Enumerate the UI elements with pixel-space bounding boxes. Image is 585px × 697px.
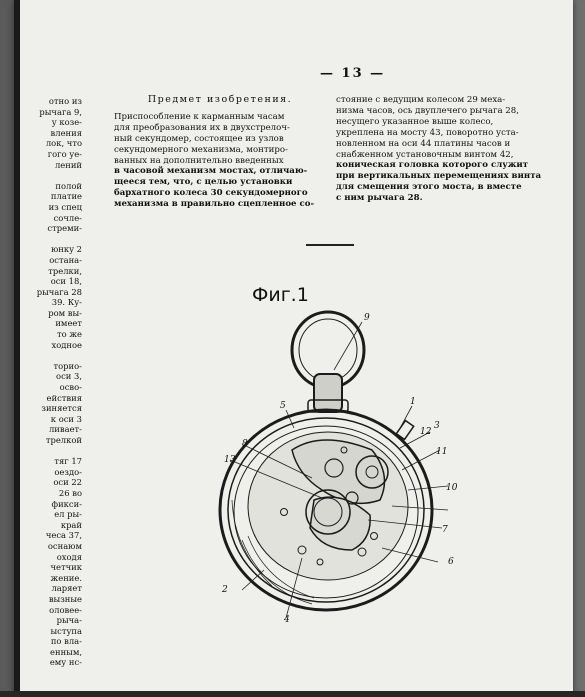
left-fragment-line: ливает- bbox=[48, 424, 82, 435]
section-heading: Предмет изобретения. bbox=[147, 94, 293, 105]
figure-reference-label: 1 bbox=[410, 397, 416, 407]
claim-text-line: несущего указанное выше колесо, bbox=[336, 116, 494, 127]
left-fragment-line: вления bbox=[50, 127, 82, 138]
left-fragment-line: рычага 9, bbox=[39, 106, 82, 117]
left-fragment-line: четчик bbox=[50, 562, 82, 573]
pocket-watch-figure bbox=[202, 300, 462, 640]
figure-reference-label: 4 bbox=[284, 615, 290, 625]
left-fragment-line: имеет bbox=[55, 318, 82, 329]
left-fragment-line: трелки, bbox=[48, 265, 82, 276]
page-number: — 13 — bbox=[320, 66, 386, 81]
claim-text-line: укреплена на мосту 43, поворотно уста- bbox=[336, 127, 519, 138]
left-fragment-line: то же bbox=[57, 329, 82, 340]
claims-text-left bbox=[114, 112, 326, 210]
claim-text-line: коническая головка которого служит bbox=[336, 160, 529, 171]
left-fragment-line: из спец bbox=[48, 201, 82, 212]
left-fragment-line: оловее- bbox=[49, 604, 82, 615]
left-fragment-line: лок, что bbox=[45, 138, 82, 149]
left-fragment-line bbox=[22, 234, 82, 245]
left-fragment-line: ыступа bbox=[50, 625, 82, 636]
claim-text-line: ванных на дополнительно введенных bbox=[114, 155, 284, 166]
claim-text-line: секундомерного механизма, монтиро- bbox=[114, 144, 288, 155]
left-fragment-line: край bbox=[60, 519, 82, 530]
left-fragment-line: торио- bbox=[53, 360, 82, 371]
claim-text-line: в часовой механизм мостах, отличаю- bbox=[114, 166, 308, 177]
left-fragment-line: лений bbox=[54, 159, 82, 170]
claim-text-line: низма часов, ось двуплечего рычага 28, bbox=[336, 105, 519, 116]
left-fragment-line: полой bbox=[55, 180, 82, 191]
left-fragment-line: осво- bbox=[59, 382, 82, 393]
claim-text-line: новленном на оси 44 платины часов и bbox=[336, 138, 511, 149]
left-fragment-line: к оси 3 bbox=[50, 413, 82, 424]
figure-reference-label: 11 bbox=[436, 447, 448, 457]
claim-text-line: для преобразования их в двухстрелоч- bbox=[114, 122, 290, 133]
left-fragment-line: вызные bbox=[48, 593, 82, 604]
left-fragment-line: ействия bbox=[46, 392, 82, 403]
scan-edge bbox=[14, 0, 20, 697]
claims-text-right bbox=[336, 95, 550, 204]
claims-column-right bbox=[336, 95, 550, 204]
figure-reference-label: 7 bbox=[442, 525, 448, 535]
left-fragment-line: остана- bbox=[49, 254, 82, 265]
left-fragment-line: оси 3, bbox=[56, 371, 82, 382]
document-page bbox=[14, 0, 573, 697]
left-fragment-line: по вла- bbox=[50, 636, 82, 647]
figure-reference-label: 6 bbox=[448, 557, 454, 567]
section-divider bbox=[306, 244, 354, 246]
viewer-bottom-edge bbox=[0, 691, 585, 697]
figure-reference-label: 13 bbox=[224, 455, 236, 465]
figure-reference-label: 12 bbox=[420, 427, 432, 437]
claim-text-line: с ним рычага 28. bbox=[336, 193, 423, 204]
left-fragment-line: ром вы- bbox=[48, 307, 82, 318]
left-fragment-line: оходя bbox=[56, 551, 82, 562]
left-fragment-line: 39. Ку- bbox=[51, 297, 82, 308]
left-fragment-line: оси 18, bbox=[50, 276, 82, 287]
claim-text-line: ный секундомер, состоящее из узлов bbox=[114, 133, 284, 144]
figure-reference-label: 5 bbox=[280, 401, 286, 411]
left-fragment-line: фикси- bbox=[51, 498, 82, 509]
left-fragment-line: тяг 17 bbox=[54, 456, 82, 467]
watch-crown bbox=[314, 374, 342, 412]
left-fragment-line: оси 22 bbox=[53, 477, 82, 488]
left-fragment-line: ларяет bbox=[51, 583, 82, 594]
left-fragment-line: сочле- bbox=[53, 212, 82, 223]
claim-text-line: Приспособление к карманным часам bbox=[114, 111, 285, 122]
claims-column-left bbox=[114, 95, 326, 210]
left-fragment-line: ходное bbox=[51, 339, 82, 350]
claim-text-line: снабженном установочным винтом 42, bbox=[336, 149, 514, 160]
left-fragment-line: чеса 37, bbox=[45, 530, 82, 541]
figure-reference-label: 2 bbox=[222, 585, 228, 595]
claim-text-line: механизма в правильно сцепленное со- bbox=[114, 199, 315, 210]
figure-reference-label: 8 bbox=[242, 439, 248, 449]
claim-text-line: бархатного колеса 30 секундомерного bbox=[114, 188, 308, 199]
left-fragment-line bbox=[22, 170, 82, 181]
left-fragment-line: трелкой bbox=[45, 435, 82, 445]
left-fragment-line: платие bbox=[50, 191, 82, 202]
left-fragment-line: рычага 28 bbox=[36, 286, 82, 297]
figure-reference-label: 9 bbox=[364, 313, 370, 323]
left-fragment-line: зиняется bbox=[41, 403, 82, 414]
left-fragment-line: ел ры- bbox=[54, 509, 82, 520]
left-fragment-line: енным, bbox=[50, 646, 82, 657]
left-fragment-line bbox=[22, 446, 82, 457]
left-fragment-line: 26 во bbox=[58, 487, 82, 498]
left-fragment-line: у козе- bbox=[51, 117, 82, 128]
left-fragment-line bbox=[22, 350, 82, 361]
left-fragment-line: стреми- bbox=[47, 223, 82, 234]
left-column-fragment bbox=[22, 96, 82, 668]
claim-text-line: при вертикальных перемещениях винта bbox=[336, 171, 542, 182]
left-fragment-line: отно из bbox=[48, 96, 82, 106]
left-fragment-line: рыча- bbox=[56, 615, 82, 626]
claim-text-line: стояние с ведущим колесом 29 меха- bbox=[336, 95, 506, 105]
left-fragment-line: ему нс- bbox=[49, 657, 82, 668]
figure-title: Фиг.1 bbox=[252, 284, 309, 306]
figure-reference-label: 10 bbox=[446, 483, 458, 493]
claim-text-line: щееся тем, что, с целью установки bbox=[114, 177, 293, 188]
figure-reference-label: 3 bbox=[434, 421, 440, 431]
left-fragment-line: юнку 2 bbox=[50, 244, 82, 255]
left-fragment-line: оездо- bbox=[54, 466, 82, 477]
left-fragment-line: жение. bbox=[50, 572, 82, 583]
viewer-margin bbox=[0, 0, 14, 697]
left-fragment-line: оснаюм bbox=[47, 540, 82, 551]
left-fragment-line: гого уе- bbox=[47, 148, 82, 159]
claim-text-line: для смещения этого моста, в вместе bbox=[336, 182, 522, 193]
